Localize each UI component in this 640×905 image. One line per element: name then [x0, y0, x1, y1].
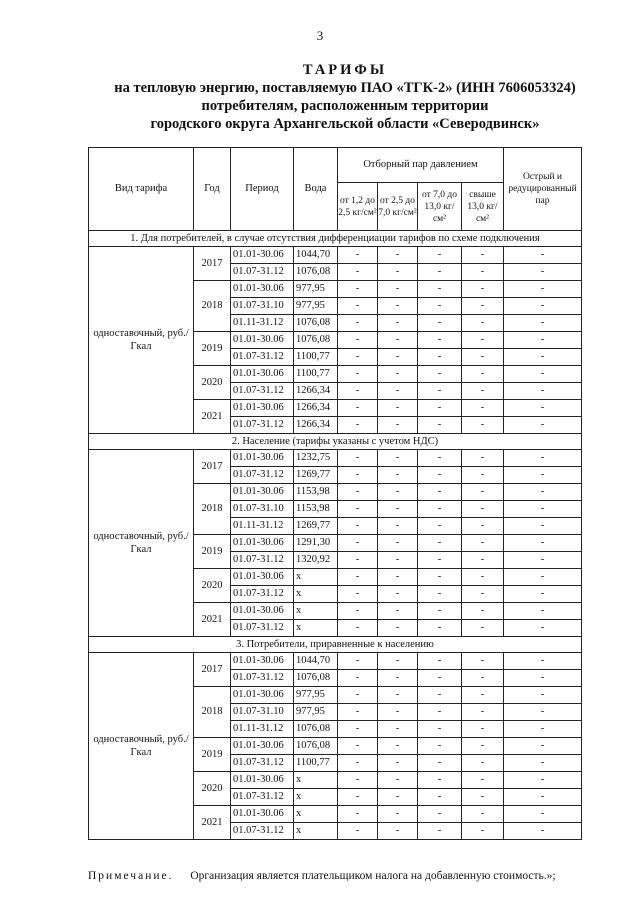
water-value: 1076,08: [294, 670, 338, 687]
dash-cell: -: [378, 501, 418, 518]
dash-cell: -: [462, 704, 504, 721]
dash-cell: -: [504, 417, 582, 434]
period-cell: 01.07-31.12: [231, 620, 294, 637]
dash-cell: -: [462, 806, 504, 823]
period-cell: 01.01-30.06: [231, 653, 294, 670]
dash-cell: -: [378, 535, 418, 552]
dash-cell: -: [378, 315, 418, 332]
document-title: [0, 61, 640, 133]
dash-cell: -: [462, 620, 504, 637]
dash-cell: -: [418, 298, 462, 315]
dash-cell: -: [338, 535, 378, 552]
section-row: [89, 434, 582, 450]
header-water: Вода: [294, 148, 338, 231]
dash-cell: -: [504, 467, 582, 484]
period-cell: 01.01-30.06: [231, 687, 294, 704]
dash-cell: -: [462, 535, 504, 552]
dash-cell: -: [462, 366, 504, 383]
period-cell: 01.01-30.06: [231, 400, 294, 417]
dash-cell: -: [418, 400, 462, 417]
dash-cell: -: [504, 264, 582, 281]
year-cell: 2021: [194, 603, 231, 637]
year-cell: 2018: [194, 281, 231, 332]
dash-cell: -: [504, 670, 582, 687]
water-value: x: [294, 569, 338, 586]
dash-cell: -: [462, 315, 504, 332]
year-cell: 2020: [194, 569, 231, 603]
dash-cell: -: [338, 755, 378, 772]
dash-cell: -: [462, 552, 504, 569]
dash-cell: -: [462, 484, 504, 501]
dash-cell: -: [462, 417, 504, 434]
dash-cell: -: [504, 687, 582, 704]
water-value: 1320,92: [294, 552, 338, 569]
dash-cell: -: [418, 450, 462, 467]
dash-cell: -: [378, 687, 418, 704]
year-cell: 2019: [194, 332, 231, 366]
dash-cell: -: [338, 281, 378, 298]
dash-cell: -: [462, 603, 504, 620]
dash-cell: -: [378, 603, 418, 620]
year-cell: 2017: [194, 247, 231, 281]
header-pressure-2: от 2,5 до 7,0 кг/см²: [378, 183, 418, 231]
water-value: x: [294, 620, 338, 637]
dash-cell: -: [504, 603, 582, 620]
dash-cell: -: [378, 450, 418, 467]
period-cell: 01.01-30.06: [231, 332, 294, 349]
period-cell: 01.01-30.06: [231, 806, 294, 823]
water-value: 1044,70: [294, 653, 338, 670]
dash-cell: -: [418, 653, 462, 670]
section-title: 2. Население (тарифы указаны с учетом НДС): [89, 434, 582, 450]
tariff-table-body: [89, 148, 582, 840]
water-value: 1291,30: [294, 535, 338, 552]
dash-cell: -: [504, 620, 582, 637]
section-row: [89, 637, 582, 653]
dash-cell: -: [338, 823, 378, 840]
dash-cell: -: [462, 264, 504, 281]
dash-cell: -: [504, 806, 582, 823]
dash-cell: -: [378, 417, 418, 434]
period-cell: 01.01-30.06: [231, 484, 294, 501]
dash-cell: -: [338, 806, 378, 823]
title-line-4: городского округа Архангельской области «Северодвинск»: [150, 116, 540, 132]
water-value: 1100,77: [294, 755, 338, 772]
dash-cell: -: [378, 823, 418, 840]
dash-cell: -: [504, 247, 582, 264]
dash-cell: -: [378, 383, 418, 400]
header-pressure-3: от 7,0 до 13,0 кг/см²: [418, 183, 462, 231]
water-value: 977,95: [294, 298, 338, 315]
water-value: 1269,77: [294, 518, 338, 535]
title-line-2: на тепловую энергию, поставляемую ПАО «ТГК-2» (ИНН 7606053324): [114, 80, 576, 96]
dash-cell: -: [504, 738, 582, 755]
header-kind: Вид тарифа: [89, 148, 194, 231]
dash-cell: -: [462, 518, 504, 535]
dash-cell: -: [504, 535, 582, 552]
dash-cell: -: [418, 704, 462, 721]
dash-cell: -: [338, 789, 378, 806]
dash-cell: -: [418, 518, 462, 535]
dash-cell: -: [418, 417, 462, 434]
dash-cell: -: [378, 247, 418, 264]
dash-cell: -: [418, 332, 462, 349]
dash-cell: -: [418, 789, 462, 806]
year-cell: 2019: [194, 738, 231, 772]
note: [88, 870, 556, 882]
dash-cell: -: [418, 535, 462, 552]
period-cell: 01.07-31.12: [231, 417, 294, 434]
dash-cell: -: [462, 400, 504, 417]
header-pressure-4: свыше 13,0 кг/см²: [462, 183, 504, 231]
dash-cell: -: [462, 721, 504, 738]
dash-cell: -: [462, 738, 504, 755]
title-line-1: ТАРИФЫ: [302, 62, 388, 78]
dash-cell: -: [378, 552, 418, 569]
dash-cell: -: [378, 400, 418, 417]
dash-cell: -: [378, 467, 418, 484]
dash-cell: -: [338, 484, 378, 501]
dash-cell: -: [504, 823, 582, 840]
water-value: x: [294, 603, 338, 620]
period-cell: 01.07-31.12: [231, 789, 294, 806]
dash-cell: -: [338, 603, 378, 620]
dash-cell: -: [504, 569, 582, 586]
year-cell: 2018: [194, 687, 231, 738]
dash-cell: -: [338, 366, 378, 383]
water-value: 1266,34: [294, 417, 338, 434]
period-cell: 01.07-31.12: [231, 264, 294, 281]
dash-cell: -: [338, 653, 378, 670]
period-cell: 01.07-31.10: [231, 298, 294, 315]
water-value: 1232,75: [294, 450, 338, 467]
dash-cell: -: [504, 332, 582, 349]
dash-cell: -: [378, 738, 418, 755]
dash-cell: -: [338, 687, 378, 704]
dash-cell: -: [418, 552, 462, 569]
dash-cell: -: [418, 569, 462, 586]
dash-cell: -: [462, 349, 504, 366]
dash-cell: -: [504, 281, 582, 298]
header-period: Период: [231, 148, 294, 231]
period-cell: 01.11-31.12: [231, 721, 294, 738]
tariff-kind: одноставочный, руб./Гкал: [89, 653, 194, 840]
dash-cell: -: [378, 298, 418, 315]
dash-cell: -: [462, 332, 504, 349]
period-cell: 01.07-31.12: [231, 383, 294, 400]
section-title: 1. Для потребителей, в случае отсутствия дифференциации тарифов по схеме подключения: [89, 231, 582, 247]
dash-cell: -: [462, 281, 504, 298]
dash-cell: -: [504, 789, 582, 806]
dash-cell: -: [338, 772, 378, 789]
dash-cell: -: [462, 450, 504, 467]
dash-cell: -: [504, 772, 582, 789]
dash-cell: -: [462, 247, 504, 264]
dash-cell: -: [378, 586, 418, 603]
dash-cell: -: [504, 366, 582, 383]
header-steam: Отборный пар давлением: [338, 148, 504, 183]
dash-cell: -: [378, 653, 418, 670]
dash-cell: -: [462, 755, 504, 772]
dash-cell: -: [338, 620, 378, 637]
dash-cell: -: [504, 704, 582, 721]
water-value: 1076,08: [294, 332, 338, 349]
dash-cell: -: [338, 552, 378, 569]
dash-cell: -: [378, 264, 418, 281]
year-cell: 2017: [194, 653, 231, 687]
section-title: 3. Потребители, приравненные к населению: [89, 637, 582, 653]
dash-cell: -: [418, 501, 462, 518]
dash-cell: -: [418, 315, 462, 332]
dash-cell: -: [378, 569, 418, 586]
water-value: x: [294, 823, 338, 840]
dash-cell: -: [418, 603, 462, 620]
dash-cell: -: [418, 738, 462, 755]
dash-cell: -: [338, 332, 378, 349]
page-number: 3: [316, 28, 324, 43]
dash-cell: -: [504, 349, 582, 366]
period-cell: 01.01-30.06: [231, 366, 294, 383]
dash-cell: -: [418, 772, 462, 789]
dash-cell: -: [462, 823, 504, 840]
dash-cell: -: [504, 721, 582, 738]
dash-cell: -: [378, 721, 418, 738]
tariff-kind: одноставочный, руб./Гкал: [89, 450, 194, 637]
dash-cell: -: [462, 653, 504, 670]
period-cell: 01.07-31.12: [231, 755, 294, 772]
year-cell: 2021: [194, 400, 231, 434]
dash-cell: -: [418, 467, 462, 484]
water-value: 1076,08: [294, 721, 338, 738]
dash-cell: -: [338, 670, 378, 687]
dash-cell: -: [378, 349, 418, 366]
note-text: Организация является плательщиком налога на добавленную стоимость.»;: [190, 870, 556, 882]
year-cell: 2019: [194, 535, 231, 569]
dash-cell: -: [378, 620, 418, 637]
dash-cell: -: [418, 484, 462, 501]
dash-cell: -: [504, 450, 582, 467]
header-sharp-steam: Острый и редуцированный пар: [504, 148, 582, 231]
year-cell: 2017: [194, 450, 231, 484]
tariff-kind: одноставочный, руб./Гкал: [89, 247, 194, 434]
dash-cell: -: [378, 755, 418, 772]
dash-cell: -: [418, 383, 462, 400]
water-value: x: [294, 772, 338, 789]
period-cell: 01.07-31.12: [231, 670, 294, 687]
tariff-table: [88, 147, 582, 840]
header-row: [89, 148, 582, 183]
water-value: 1269,77: [294, 467, 338, 484]
water-value: 977,95: [294, 687, 338, 704]
period-cell: 01.01-30.06: [231, 569, 294, 586]
period-cell: 01.07-31.12: [231, 467, 294, 484]
year-cell: 2020: [194, 366, 231, 400]
dash-cell: -: [378, 772, 418, 789]
dash-cell: -: [338, 315, 378, 332]
water-value: 1076,08: [294, 738, 338, 755]
period-cell: 01.11-31.12: [231, 315, 294, 332]
dash-cell: -: [338, 501, 378, 518]
water-value: 1266,34: [294, 400, 338, 417]
water-value: 1044,70: [294, 247, 338, 264]
dash-cell: -: [418, 755, 462, 772]
period-cell: 01.01-30.06: [231, 603, 294, 620]
period-cell: 01.07-31.10: [231, 704, 294, 721]
dash-cell: -: [378, 281, 418, 298]
dash-cell: -: [418, 620, 462, 637]
table-row: [89, 450, 582, 467]
dash-cell: -: [504, 586, 582, 603]
dash-cell: -: [462, 789, 504, 806]
dash-cell: -: [338, 586, 378, 603]
dash-cell: -: [418, 586, 462, 603]
dash-cell: -: [338, 518, 378, 535]
water-value: 1076,08: [294, 264, 338, 281]
dash-cell: -: [462, 687, 504, 704]
dash-cell: -: [462, 670, 504, 687]
dash-cell: -: [338, 383, 378, 400]
note-label: Примечание.: [88, 870, 174, 882]
dash-cell: -: [378, 806, 418, 823]
water-value: x: [294, 586, 338, 603]
dash-cell: -: [338, 450, 378, 467]
dash-cell: -: [418, 366, 462, 383]
dash-cell: -: [338, 417, 378, 434]
water-value: 977,95: [294, 281, 338, 298]
period-cell: 01.07-31.10: [231, 501, 294, 518]
dash-cell: -: [378, 789, 418, 806]
water-value: 977,95: [294, 704, 338, 721]
water-value: 1153,98: [294, 501, 338, 518]
dash-cell: -: [418, 806, 462, 823]
water-value: 1266,34: [294, 383, 338, 400]
header-year: Год: [194, 148, 231, 231]
water-value: x: [294, 789, 338, 806]
dash-cell: -: [378, 332, 418, 349]
dash-cell: -: [418, 264, 462, 281]
dash-cell: -: [462, 501, 504, 518]
period-cell: 01.07-31.12: [231, 552, 294, 569]
dash-cell: -: [378, 704, 418, 721]
dash-cell: -: [418, 823, 462, 840]
dash-cell: -: [504, 653, 582, 670]
dash-cell: -: [462, 298, 504, 315]
dash-cell: -: [378, 518, 418, 535]
header-pressure-1: от 1,2 до 2,5 кг/см²: [338, 183, 378, 231]
dash-cell: -: [378, 484, 418, 501]
water-value: x: [294, 806, 338, 823]
year-cell: 2020: [194, 772, 231, 806]
title-line-3: потребителям, расположенным территории: [201, 98, 489, 114]
dash-cell: -: [338, 738, 378, 755]
period-cell: 01.01-30.06: [231, 772, 294, 789]
dash-cell: -: [338, 721, 378, 738]
period-cell: 01.01-30.06: [231, 738, 294, 755]
dash-cell: -: [338, 569, 378, 586]
table-row: [89, 653, 582, 670]
section-row: [89, 231, 582, 247]
dash-cell: -: [338, 704, 378, 721]
period-cell: 01.01-30.06: [231, 450, 294, 467]
dash-cell: -: [378, 670, 418, 687]
year-cell: 2021: [194, 806, 231, 840]
period-cell: 01.01-30.06: [231, 535, 294, 552]
period-cell: 01.11-31.12: [231, 518, 294, 535]
dash-cell: -: [378, 366, 418, 383]
dash-cell: -: [418, 247, 462, 264]
water-value: 1100,77: [294, 366, 338, 383]
dash-cell: -: [418, 349, 462, 366]
dash-cell: -: [418, 687, 462, 704]
water-value: 1076,08: [294, 315, 338, 332]
period-cell: 01.01-30.06: [231, 247, 294, 264]
dash-cell: -: [504, 552, 582, 569]
table-row: [89, 247, 582, 264]
dash-cell: -: [504, 383, 582, 400]
dash-cell: -: [418, 721, 462, 738]
dash-cell: -: [462, 772, 504, 789]
dash-cell: -: [418, 281, 462, 298]
dash-cell: -: [462, 569, 504, 586]
dash-cell: -: [462, 586, 504, 603]
period-cell: 01.07-31.12: [231, 586, 294, 603]
dash-cell: -: [462, 467, 504, 484]
dash-cell: -: [504, 315, 582, 332]
period-cell: 01.01-30.06: [231, 281, 294, 298]
year-cell: 2018: [194, 484, 231, 535]
dash-cell: -: [504, 518, 582, 535]
dash-cell: -: [462, 383, 504, 400]
dash-cell: -: [338, 467, 378, 484]
dash-cell: -: [418, 670, 462, 687]
dash-cell: -: [504, 484, 582, 501]
water-value: 1100,77: [294, 349, 338, 366]
period-cell: 01.07-31.12: [231, 349, 294, 366]
water-value: 1153,98: [294, 484, 338, 501]
dash-cell: -: [504, 298, 582, 315]
dash-cell: -: [338, 400, 378, 417]
dash-cell: -: [338, 264, 378, 281]
dash-cell: -: [338, 247, 378, 264]
dash-cell: -: [504, 400, 582, 417]
period-cell: 01.07-31.12: [231, 823, 294, 840]
dash-cell: -: [504, 501, 582, 518]
dash-cell: -: [338, 298, 378, 315]
dash-cell: -: [504, 755, 582, 772]
dash-cell: -: [338, 349, 378, 366]
